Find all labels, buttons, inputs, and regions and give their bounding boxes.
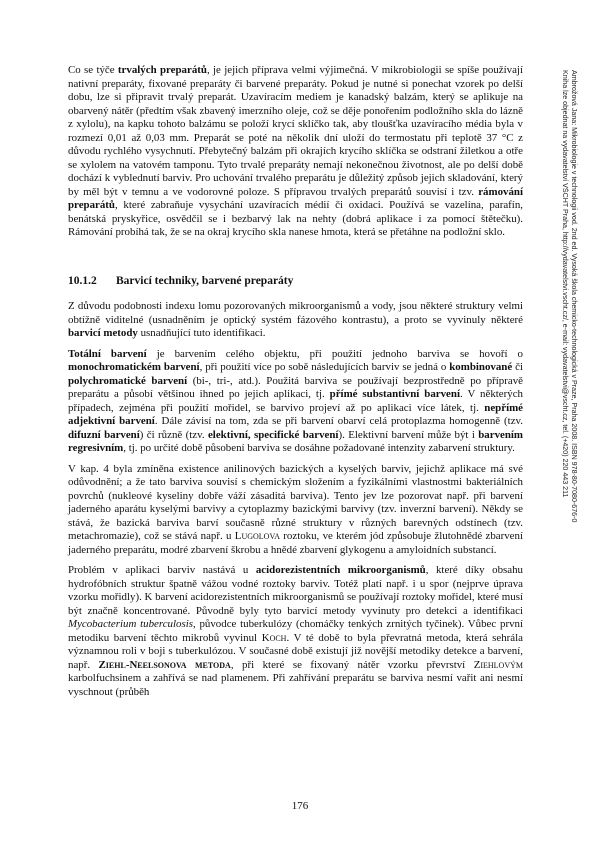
paragraph-permanent-preparations: Co se týče trvalých preparátů, je jejich příprava velmi výjimečná. V mikrobiologii se spíše používají nativní preparáty, fixované preparáty či barvené preparáty. Pokud je nutné si ponechat vzorek po delší dobu, lze si připravit trvalý preparát. Uzavíracím mediem je kanadský balzám, který se aplikuje na obarvený nátěr (předtím však zbavený imerzního oleje, což se děje ponořením podložního skla do lázně z xylolu), na kapku tohoto balzámu se položí krycí sklíčko tak, aby tloušťka uzavíracího média byla v rozmezí 0,01 až 0,03 mm. Preparát se poté na několik dní uloží do termostatu při teplotě 37 °C z důvodu rychlého vysychnutí. Přebytečný balzám při okrajích krycího sklíčka se odstraní žiletkou a otře se xylolem na vatovém tamponu. Tyto trvalé preparáty nemají nekonečnou životnost, ale po delší době dochází k vyblednutí barviv. Pro uchování trvalého preparátu je důležitý způsob jejich skladování, který by měl být v temnu a ve vodorovné poloze. S přípravou trvalých preparátů souvisí i tzv. rámování preparátů, které zabraňuje vysychání uzavíracích médií či oxidaci. Používá se vazelína, parafín, benátská pryskyřice, osvědčil se i bezbarvý lak na nehty (dobrá aplikace i za pomocí štětečku). Rámování probíhá tak, že se na okraj krycího skla nanese hmota, která se přetáhne na podložní sklo.: [68, 64, 523, 238]
section-title: Barvicí techniky, barvené preparáty: [116, 274, 294, 287]
page-number: 176: [291, 800, 309, 812]
citation-line-1: Ambrožová Jana: Mikrobiologie v technologii vod. 2nd ed. Vysoká škola chemicko-technologická v Praze, Praha 2008. ISBN 978-80-7080-676-0: [570, 70, 578, 523]
section-heading: [68, 275, 523, 289]
paragraph-aniline-dyes: V kap. 4 byla zmíněna existence anilinových bazických a kyselých barviv, jejichž aplikace má své odůvodnění; a že tato barviva souvisí s chemickým složením a fyzikálními vlastnostmi bakteriálních povrchů (nukleové kyseliny dobře váží zásaditá barviva). Tento jev lze pozorovat např. při barvení jaderného aparátu kyselými barvivy a cytoplazmy bazickými barvivy (tzv. inverzní barvení). Někdy se stává, že bazická barviva barví současně různé struktury v různých barevných odstínech (tzv. metachromazie), což se stává např. u Lugolova roztoku, ve kterém jód způsobuje žlutohnědé zbarvení jaderného preparátu, modré zbarvení škrobu a hnědé zbarvení glykogenu a amyloidních substancí.: [68, 462, 523, 556]
paragraph-staining-intro: Z důvodu podobnosti indexu lomu pozorovaných mikroorganismů a vody, jsou některé struktury velmi obtížně viditelné (usnadněním je optický systém fázového kontrastu), a proto se vyvinuly některé barvicí metody usnadňující tuto identifikaci.: [68, 300, 523, 339]
paragraph-acid-resistant: Problém v aplikaci barviv nastává u acidorezistentních mikroorganismů, které díky obsahu hydrofóbních struktur špatně vážou vodné roztoky barviv. Totéž platí např. i u spor (nejprve úprava vzorku mořidly). K barvení acidorezistentních mikroorganismů se používají roztoky mořidel, které musí být značně koncentrované. Původně byly tyto barvicí metody vyvinuty pro detekci a identifikaci Mycobacterium tuberculosis, původce tuberkulózy (chomáčky tenkých zrnitých tyčinek). Vůbec první metodiku barvení těchto mikrobů vyvinul Koch. V té době to byla převratná metoda, která sehrála významnou roli v boji s tuberkulózou. V současné době existují již novější metodiky detekce a barvení, např. Ziehl-Neelsonova metoda, při které se fixovaný nátěr vzorku převrství Ziehlovým karbolfuchsinem a zahřívá se nad plamenem. Při zahřívání preparátu se barviva nesmí vařit ani nesmí vyschnout (průběh: [68, 564, 524, 698]
citation-line-2: Kniha lze objednat na vydavatelství VŠCHT Praha, http://vydavatelstvi.vscht.cz/, e-mail: vydavatelstvi@vscht.cz, tel. (+420) 220 443 211: [561, 70, 569, 498]
paragraph-total-staining: Totální barvení je barvením celého objektu, při použití jednoho barviva se hovoří o monochromatickém barvení, při použití více po sobě následujících barviv se jedná o kombinované či polychromatické barvení (bi-, tri-, atd.). Použitá barviva se používají bezprostředně po přípravě preparátu a působí většinou ihned po jejich aplikaci, tj. přímé substantivní barvení. V některých případech, zejména při použití mořidel, se barvivo projeví až po aplikaci více látek, tj. nepřímé adjektivní barvení. Dále závisí na tom, zda se při barvení obarví celá protoplazma homogenně (tzv. difuzní barvení) či různě (tzv. elektivní, specifické barvení). Elektivní barvení může být i barvením regresivním, tj. po určité době působení barviva se dosáhne požadované intenzity zabarvení struktury.: [68, 347, 524, 454]
section-number: 10.1.2: [68, 274, 97, 287]
sidebar-citation: [548, 70, 578, 620]
main-text: [68, 64, 523, 706]
